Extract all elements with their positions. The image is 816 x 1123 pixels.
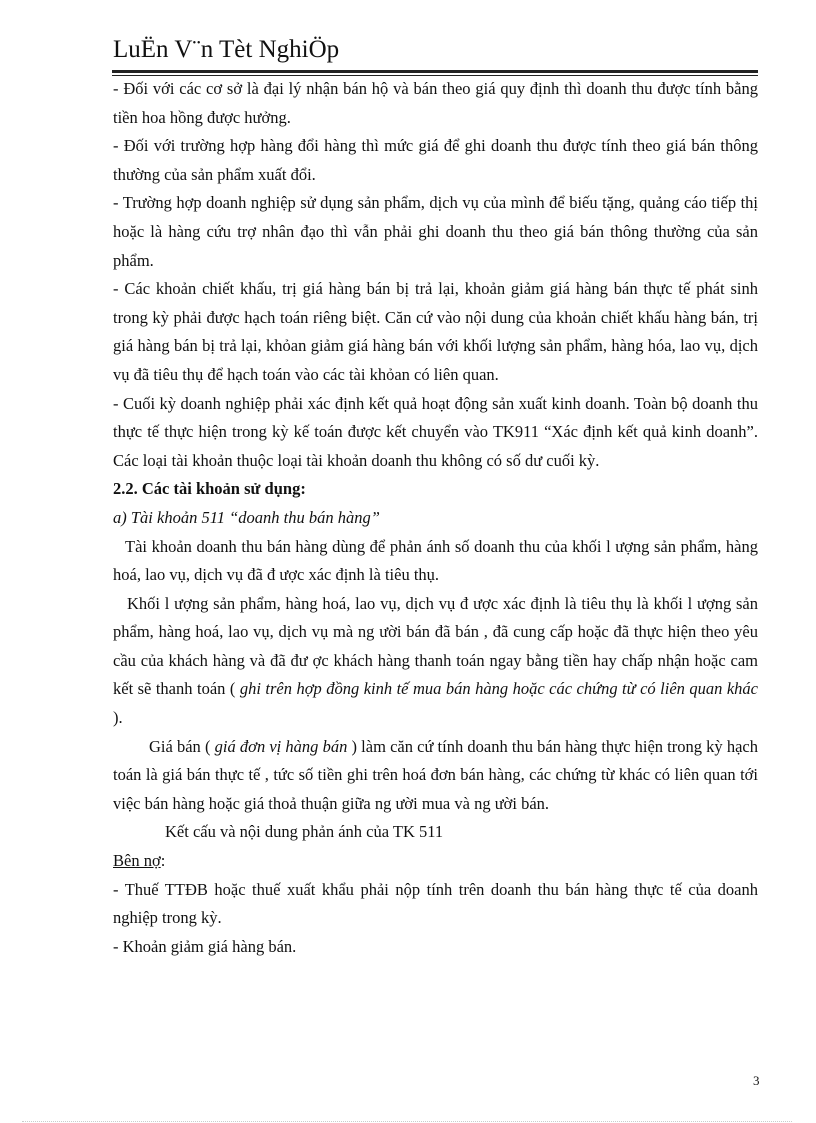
paragraph: - Trường hợp doanh nghiệp sử dụng sản phẩm, dịch vụ của mình để biếu tặng, quảng cáo tiếp thị hoặc là hàng cứu trợ nhân đạo thì vẫn phải ghi doanh thu theo giá bán thông thường của sản phẩm. [113,193,758,270]
paragraph-text-end: ). [113,708,123,728]
subsection-heading [113,504,758,533]
paragraph: - Khoản giảm giá hàng bán. [113,936,297,956]
paragraph: - Thuế TTĐB hoặc thuế xuất khẩu phải nộp tính trên doanh thu bán hàng thực tế của doanh nghiệp trong kỳ. [113,879,758,928]
section-heading: 2.2. Các tài khoản sử dụng: [113,479,306,499]
page-number: 3 [753,1073,760,1088]
paragraph: Tài khoản doanh thu bán hàng dùng để phản ánh số doanh thu của khối l ượng sản phẩm, hàng hoá, lao vụ, dịch vụ đã đ ược xác định là tiêu thụ. [113,536,758,585]
header-rule-thick [112,70,758,73]
ben-no-heading [113,847,758,876]
paragraph: - Đối với trường hợp hàng đổi hàng thì mức giá để ghi doanh thu được tính theo giá bán thông thường của sản phẩm xuất đổi. [113,136,758,184]
page-bottom-border [22,1121,792,1122]
paragraph-text: Khối l ượng sản phẩm, hàng hoá, lao vụ, dịch vụ đ ược xác định là tiêu thụ là khối l ượng sản phẩm, hàng hoá, lao vụ, dịch vụ mà ng ười bán đã bán , đã cung cấp hoặc đã thực hiện theo yêu cầu của khách hàng và đã đư ợc khách hàng thanh toán ngay bằng tiền hay chấp nhận hoặc cam kết sẽ thanh toán ( [113,593,758,699]
paragraph-italic-text: giá đơn vị hàng bán [214,736,348,756]
paragraph: Kết cấu và nội dung phản ánh của TK 511 [165,822,444,842]
subsection-quote: “doanh thu bán hàng” [229,507,380,527]
paragraph: - Các khoản chiết khấu, trị giá hàng bán bị trả lại, khoản giảm giá hàng bán thực tế phát sinh trong kỳ phải được hạch toán riêng biệt. Căn cứ vào nội dung của khoản chiết khấu hàng bán, trị giá hàng bán bị trả lại, khỏan giảm giá hàng bán với khối lượng sản phẩm, hàng hóa, lao vụ, dịch vụ đã tiêu thụ để hạch toán vào các tài khỏan có liên quan. [113,279,758,384]
paragraph: - Cuối kỳ doanh nghiệp phải xác định kết quả hoạt động sản xuất kinh doanh. Toàn bộ doanh thu thực tế thực hiện trong kỳ kế toán được kết chuyển vào TK911 “Xác định kết quả kinh doanh”. Các loại tài khoản thuộc loại tài khoản doanh thu không có số dư cuối kỳ. [113,393,758,470]
subsection-prefix: a) Tài khoản 511 [113,507,230,527]
paragraph [113,733,758,819]
page-header-title: LuËn V¨n Tèt NghiÖp [113,36,340,63]
paragraph [113,590,758,733]
paragraph-text: Giá bán ( [149,736,215,756]
ben-no-colon: : [160,851,166,871]
paragraph: - Đối với các cơ sở là đại lý nhận bán hộ và bán theo giá quy định thì doanh thu được tính bằng tiền hoa hồng được hưởng. [113,79,758,127]
paragraph-italic-text: ghi trên hợp đồng kinh tế mua bán hàng hoặc các chứng từ có liên quan khác [239,679,758,699]
ben-no-label: Bên nợ [113,851,161,871]
paragraph-text-rest: ) làm căn cứ tính doanh thu bán hàng thực hiện trong kỳ hạch toán là giá bán thực tế , tức số tiền ghi trên hoá đơn bán hàng, các chứng từ khác có liên quan tới việc bán hàng hoặc giá thoả thuận giữa ng ười mua và ng ười bán. [113,736,758,813]
document-body [113,75,758,961]
